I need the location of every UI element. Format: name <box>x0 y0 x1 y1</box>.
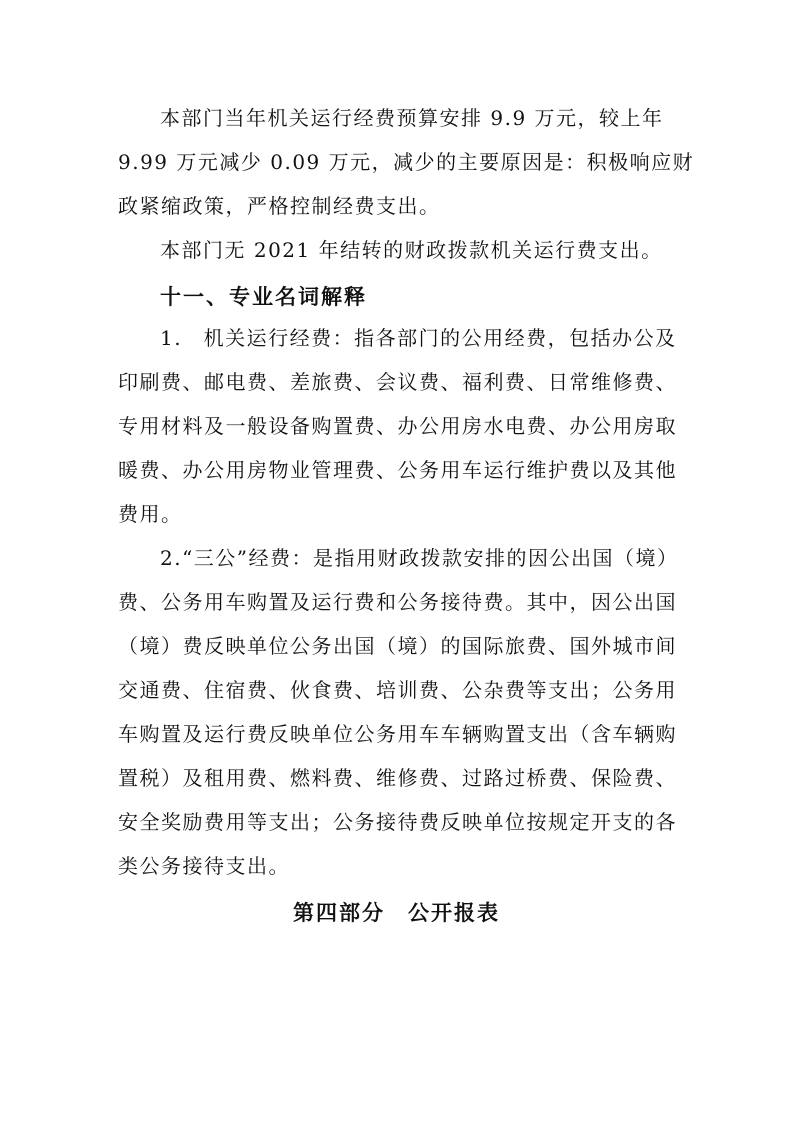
paragraph-line: 本部门当年机关运行经费预算安排 9.9 万元，较上年 <box>160 106 664 130</box>
definition-line: （境）费反映单位公务出国（境）的国际旅费、国外城市间 <box>118 634 677 658</box>
definition-line: 费、公务用车购置及运行费和公务接待费。其中，因公出国 <box>118 590 677 614</box>
definition-line: 暖费、办公用房物业管理费、公务用车运行维护费以及其他 <box>118 458 677 482</box>
definition-line: 车购置及运行费反映单位公务用车车辆购置支出（含车辆购 <box>118 722 677 746</box>
paragraph-line: 9.99 万元减少 0.09 万元，减少的主要原因是：积极响应财 <box>118 150 695 174</box>
definition-line: 安全奖励费用等支出；公务接待费反映单位按规定开支的各 <box>118 810 677 834</box>
paragraph-line: 政紧缩政策，严格控制经费支出。 <box>118 194 441 218</box>
definition-line: 1. 机关运行经费：指各部门的公用经费，包括办公及 <box>160 326 677 350</box>
paragraph-line: 本部门无 2021 年结转的财政拨款机关运行费支出。 <box>160 238 663 262</box>
part-title: 第四部分 公开报表 <box>293 900 500 925</box>
definition-line: 交通费、住宿费、伙食费、培训费、公杂费等支出；公务用 <box>118 678 677 702</box>
definition-line: 置税）及租用费、燃料费、维修费、过路过桥费、保险费、 <box>118 766 677 790</box>
section-heading: 十一、专业名词解释 <box>160 284 367 309</box>
definition-line: 印刷费、邮电费、差旅费、会议费、福利费、日常维修费、 <box>118 370 677 394</box>
definition-line: 专用材料及一般设备购置费、办公用房水电费、办公用房取 <box>118 414 677 438</box>
definition-line: 类公务接待支出。 <box>118 854 290 878</box>
definition-line: 2.“三公”经费：是指用财政拨款安排的因公出国（境） <box>160 546 679 570</box>
definition-line: 费用。 <box>118 502 183 526</box>
